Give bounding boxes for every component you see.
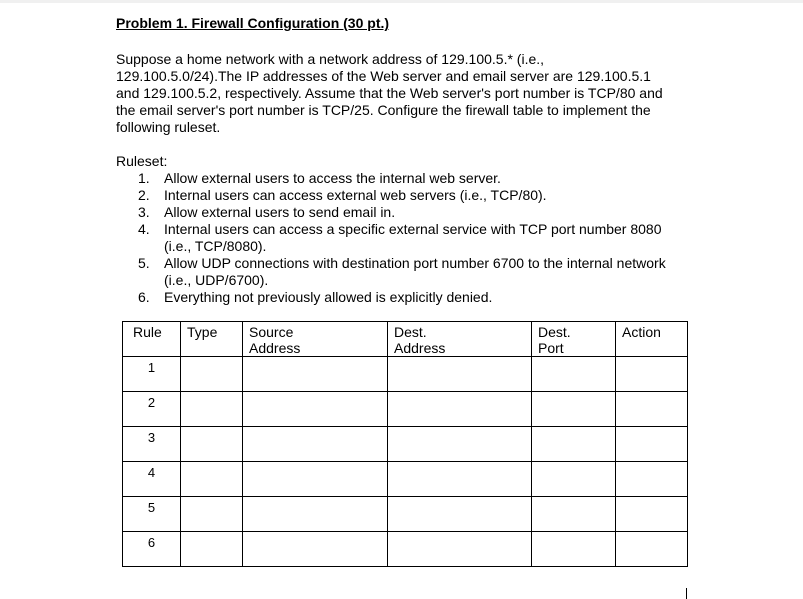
source-address-cell[interactable] bbox=[243, 427, 388, 462]
source-address-cell[interactable] bbox=[243, 532, 388, 567]
ruleset-item bbox=[116, 221, 736, 255]
firewall-table bbox=[122, 321, 688, 567]
ruleset-item-text: (i.e., UDP/6700). bbox=[164, 272, 269, 288]
dest-port-cell[interactable] bbox=[532, 392, 616, 427]
table-row bbox=[123, 427, 688, 462]
dest-address-cell[interactable] bbox=[388, 357, 532, 392]
action-cell[interactable] bbox=[616, 357, 688, 392]
table-row bbox=[123, 497, 688, 532]
ruleset-item bbox=[116, 170, 736, 187]
source-address-cell[interactable] bbox=[243, 392, 388, 427]
dest-port-cell[interactable] bbox=[532, 462, 616, 497]
dest-address-cell[interactable] bbox=[388, 427, 532, 462]
header-text: Dest. bbox=[394, 324, 427, 340]
dest-port-cell[interactable] bbox=[532, 357, 616, 392]
rule-number-cell: 6 bbox=[123, 532, 181, 567]
type-cell[interactable] bbox=[181, 392, 243, 427]
type-cell[interactable] bbox=[181, 532, 243, 567]
header-text: Type bbox=[187, 324, 218, 340]
rule-number-cell: 2 bbox=[123, 392, 181, 427]
rule-number-cell: 3 bbox=[123, 427, 181, 462]
dest-address-cell[interactable] bbox=[388, 392, 532, 427]
ruleset-item-number: 1. bbox=[138, 170, 150, 186]
page-top-border bbox=[0, 0, 803, 3]
description-line: Suppose a home network with a network address of 129.100.5.* (i.e., bbox=[116, 51, 545, 67]
action-cell[interactable] bbox=[616, 532, 688, 567]
column-header-dest-address bbox=[388, 322, 532, 357]
description-line: the email server's port number is TCP/25. Configure the firewall table to implement the bbox=[116, 102, 651, 118]
source-address-cell[interactable] bbox=[243, 497, 388, 532]
dest-port-cell[interactable] bbox=[532, 532, 616, 567]
ruleset-item bbox=[116, 289, 736, 306]
table-row bbox=[123, 462, 688, 497]
ruleset-item-text: Internal users can access a specific external service with TCP port number 8080 bbox=[164, 221, 662, 237]
ruleset-item-number: 6. bbox=[138, 289, 150, 305]
ruleset-label: Ruleset: bbox=[116, 153, 168, 169]
column-header-action bbox=[616, 322, 688, 357]
ruleset-item-number: 5. bbox=[138, 255, 150, 271]
table-row bbox=[123, 392, 688, 427]
header-text: Action bbox=[622, 324, 661, 340]
column-header-source-address bbox=[243, 322, 388, 357]
ruleset-item-text: Internal users can access external web servers (i.e., TCP/80). bbox=[164, 187, 547, 203]
table-row bbox=[123, 357, 688, 392]
column-header-dest-port bbox=[532, 322, 616, 357]
dest-port-cell[interactable] bbox=[532, 427, 616, 462]
type-cell[interactable] bbox=[181, 462, 243, 497]
rule-number-cell: 5 bbox=[123, 497, 181, 532]
dest-port-cell[interactable] bbox=[532, 497, 616, 532]
ruleset-item-number: 4. bbox=[138, 221, 150, 237]
description-line: 129.100.5.0/24).The IP addresses of the Web server and email server are 129.100.5.1 bbox=[116, 68, 651, 84]
header-text: Source bbox=[249, 324, 294, 340]
ruleset-item bbox=[116, 255, 736, 289]
action-cell[interactable] bbox=[616, 462, 688, 497]
column-header-rule bbox=[123, 322, 181, 357]
dest-address-cell[interactable] bbox=[388, 462, 532, 497]
header-text: Address bbox=[249, 340, 301, 356]
ruleset-item-number: 3. bbox=[138, 204, 150, 220]
ruleset-item-text: Allow external users to send email in. bbox=[164, 204, 396, 220]
description-line: following ruleset. bbox=[116, 119, 221, 135]
ruleset-item bbox=[116, 187, 736, 204]
ruleset-item-text: Everything not previously allowed is explicitly denied. bbox=[164, 289, 493, 305]
ruleset-item bbox=[116, 204, 736, 221]
source-address-cell[interactable] bbox=[243, 357, 388, 392]
text-cursor bbox=[686, 588, 687, 599]
problem-title: Problem 1. Firewall Configuration (30 pt.) bbox=[116, 15, 390, 31]
dest-address-cell[interactable] bbox=[388, 497, 532, 532]
dest-address-cell[interactable] bbox=[388, 532, 532, 567]
description-line: and 129.100.5.2, respectively. Assume that the Web server's port number is TCP/80 and bbox=[116, 85, 663, 101]
header-text: Rule bbox=[133, 324, 162, 340]
ruleset-item-text: (i.e., TCP/8080). bbox=[164, 238, 267, 254]
action-cell[interactable] bbox=[616, 497, 688, 532]
ruleset-item-number: 2. bbox=[138, 187, 150, 203]
ruleset-list bbox=[116, 170, 736, 306]
header-text: Port bbox=[538, 340, 564, 356]
action-cell[interactable] bbox=[616, 427, 688, 462]
header-text: Dest. bbox=[538, 324, 571, 340]
table-header-row bbox=[123, 322, 688, 357]
table-row bbox=[123, 532, 688, 567]
type-cell[interactable] bbox=[181, 427, 243, 462]
type-cell[interactable] bbox=[181, 357, 243, 392]
ruleset-item-text: Allow external users to access the internal web server. bbox=[164, 170, 501, 186]
column-header-type bbox=[181, 322, 243, 357]
source-address-cell[interactable] bbox=[243, 462, 388, 497]
type-cell[interactable] bbox=[181, 497, 243, 532]
rule-number-cell: 1 bbox=[123, 357, 181, 392]
action-cell[interactable] bbox=[616, 392, 688, 427]
rule-number-cell: 4 bbox=[123, 462, 181, 497]
header-text: Address bbox=[394, 340, 446, 356]
problem-description bbox=[116, 51, 716, 136]
ruleset-item-text: Allow UDP connections with destination port number 6700 to the internal network bbox=[164, 255, 666, 271]
